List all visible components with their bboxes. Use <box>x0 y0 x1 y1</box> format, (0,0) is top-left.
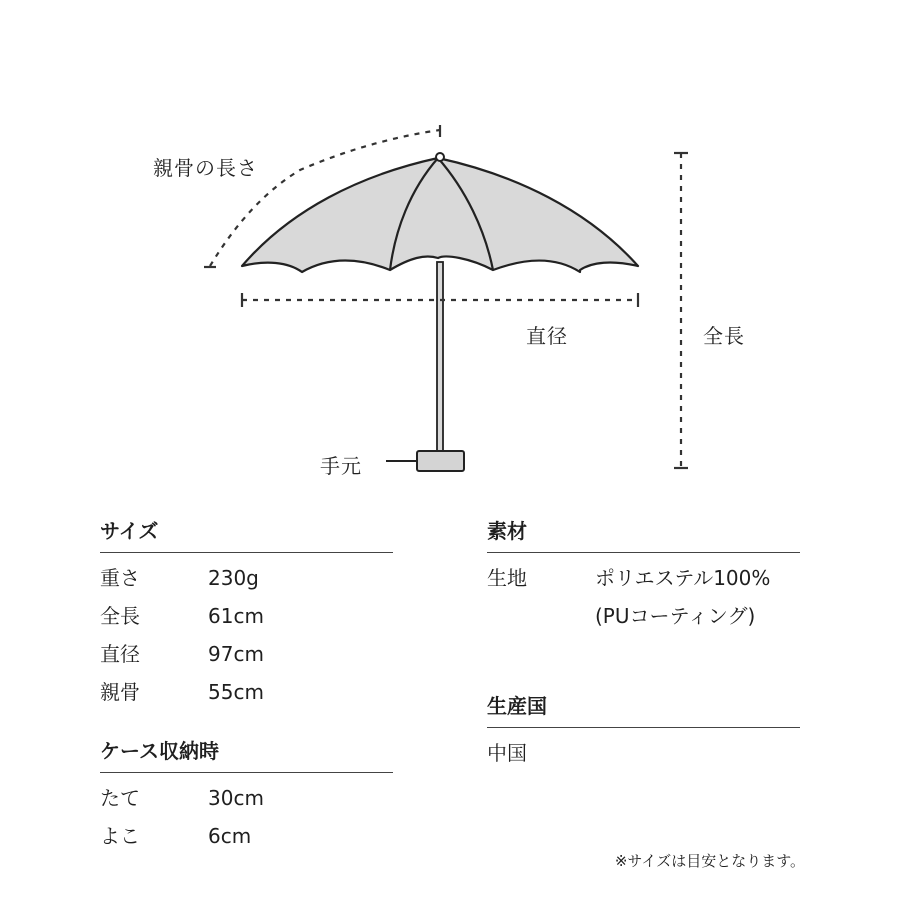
size-title: サイズ <box>100 519 159 543</box>
spec-row-fabric <box>487 559 800 597</box>
spec-key: 生地 <box>487 566 527 590</box>
size-section <box>100 515 393 711</box>
spec-key: 親骨 <box>100 680 140 704</box>
spec-key: 重さ <box>100 566 140 590</box>
size-note: ※サイズは目安となります。 <box>614 852 805 870</box>
spec-row-weight <box>100 559 393 597</box>
spec-row-length <box>100 597 393 635</box>
handle-label: 手元 <box>320 454 362 478</box>
case-title: ケース収納時 <box>100 739 219 763</box>
total-length-label: 全長 <box>703 324 745 348</box>
spec-row-diameter <box>100 635 393 673</box>
spec-row-origin <box>487 734 800 772</box>
canopy-tip <box>436 153 444 161</box>
shaft <box>437 262 443 452</box>
spec-row-fabric-cont <box>487 597 800 635</box>
case-section <box>100 735 393 855</box>
spec-row-rib <box>100 673 393 711</box>
spec-key: 直径 <box>100 642 140 666</box>
spec-value: (PUコーティング) <box>595 604 756 628</box>
material-section <box>487 515 800 635</box>
spec-value: 61cm <box>208 604 264 628</box>
spec-row-case-height <box>100 779 393 817</box>
spec-value: 中国 <box>487 741 527 765</box>
diameter-label: 直径 <box>526 324 568 348</box>
spec-key: よこ <box>100 824 140 848</box>
spec-value: 97cm <box>208 642 264 666</box>
spec-value: ポリエステル100% <box>595 566 771 590</box>
canopy <box>242 158 638 272</box>
origin-title: 生産国 <box>487 694 547 718</box>
material-title: 素材 <box>487 519 527 543</box>
spec-row-case-width <box>100 817 393 855</box>
spec-key: 全長 <box>100 604 140 628</box>
spec-value: 55cm <box>208 680 264 704</box>
spec-key: たて <box>100 786 140 810</box>
spec-value: 230g <box>208 566 259 590</box>
handle <box>417 451 464 471</box>
spec-value: 6cm <box>208 824 252 848</box>
spec-value: 30cm <box>208 786 264 810</box>
origin-section <box>487 690 800 772</box>
rib-length-label: 親骨の長さ <box>153 156 258 180</box>
